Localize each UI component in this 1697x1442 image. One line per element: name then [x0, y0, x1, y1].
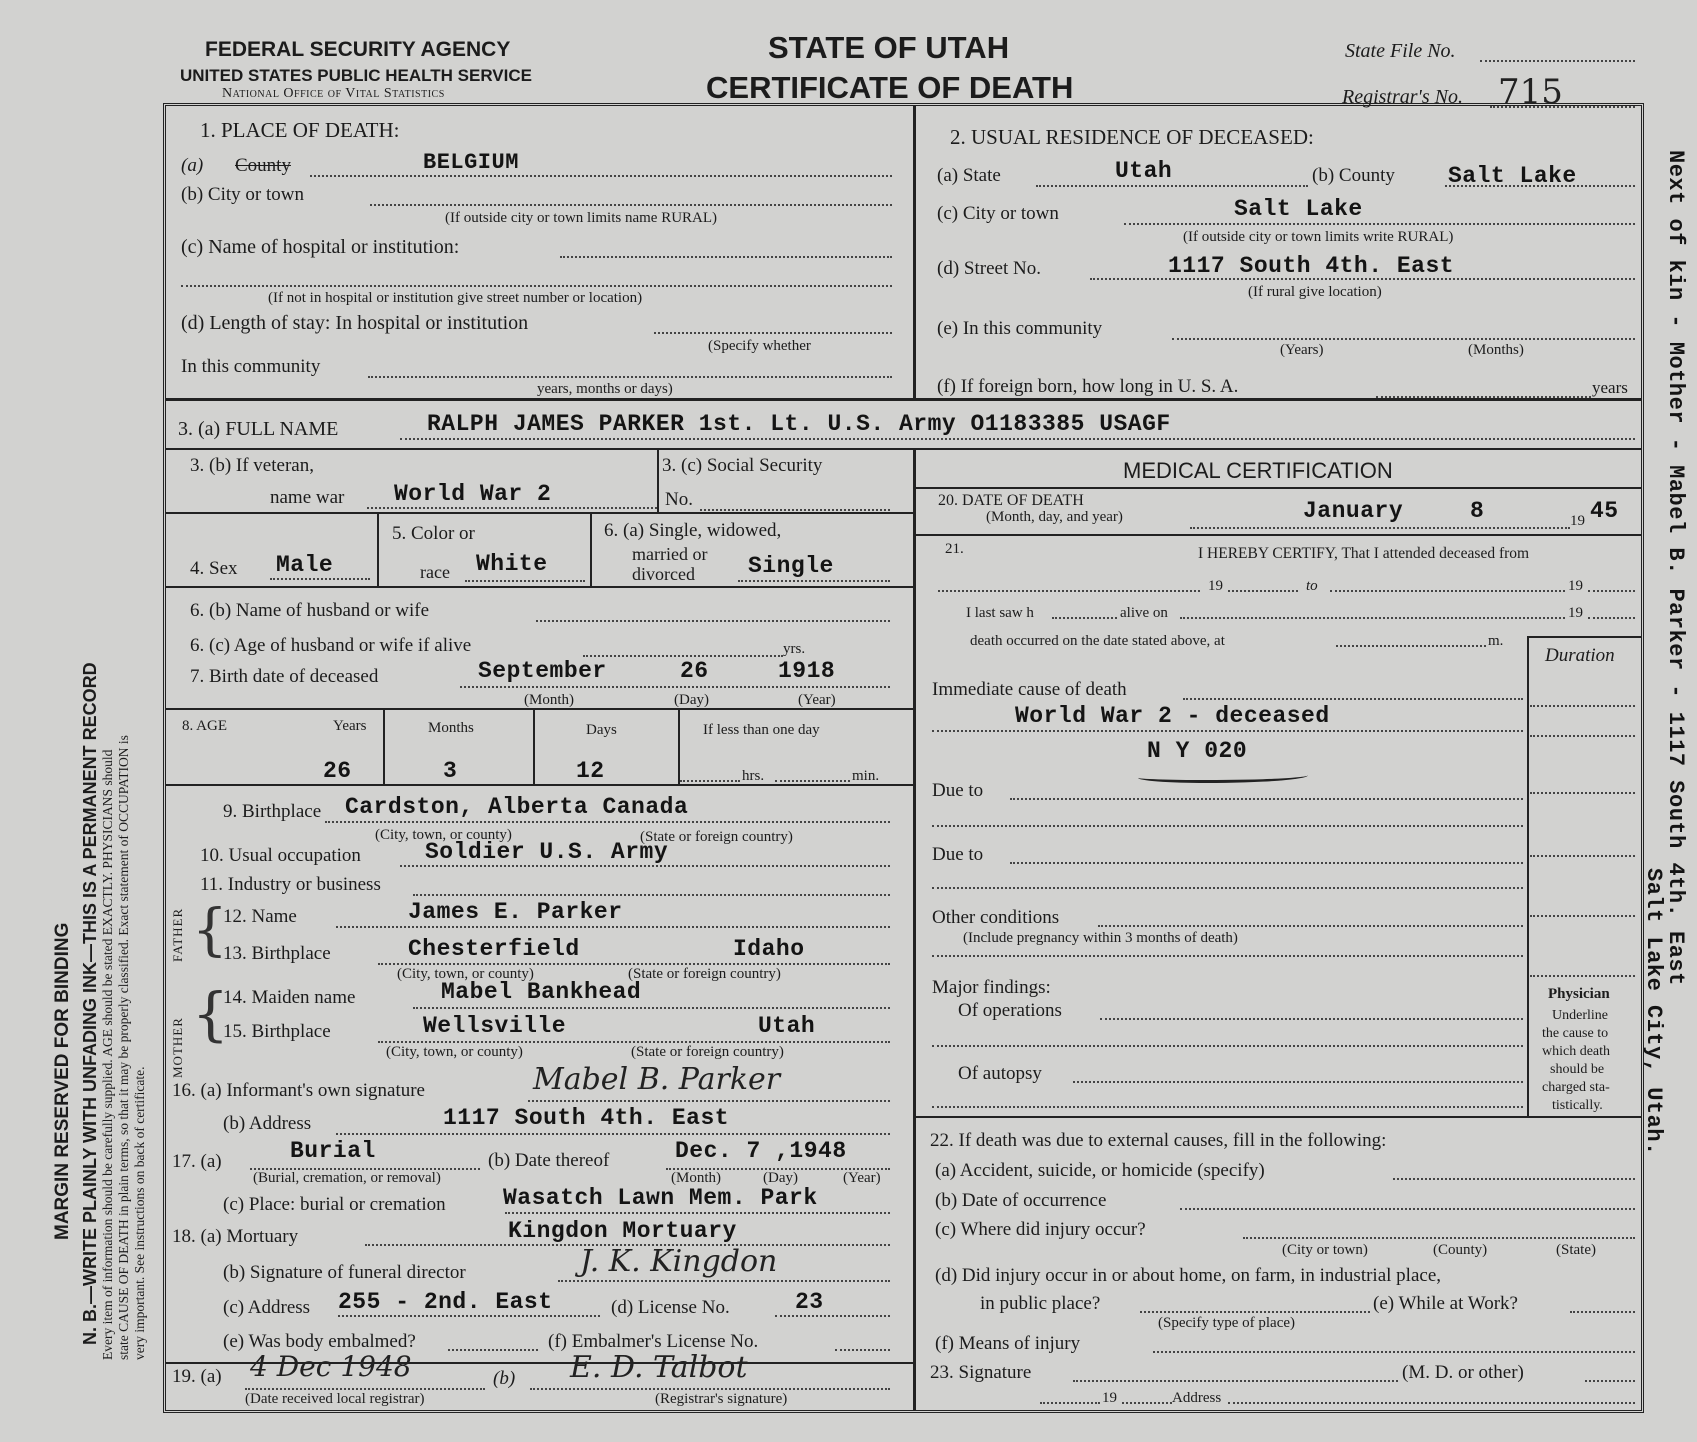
external-d-label-2: in public place? — [980, 1293, 1101, 1314]
registrar-date-hint: (Date received local registrar) — [245, 1391, 425, 1407]
physician-note-6: tistically. — [1552, 1098, 1603, 1113]
external-b-label: (b) Date of occurrence — [935, 1190, 1107, 1211]
birth-year-hint: (Year) — [798, 692, 836, 708]
birthplace-label: 9. Birthplace — [223, 801, 322, 822]
burial-place-label: (c) Place: burial or cremation — [223, 1194, 446, 1215]
certify-text: I HEREBY CERTIFY, That I attended deceased from — [1198, 545, 1530, 562]
agency-office: National Office of Vital Statistics — [222, 86, 445, 101]
length-of-stay-label: (d) Length of stay: In hospital or institution — [181, 312, 529, 334]
mother-name-value: Mabel Bankhead — [441, 979, 642, 1005]
age-days-value: 12 — [576, 758, 605, 784]
birth-month-hint: (Month) — [524, 692, 574, 708]
alive-on-label: alive on — [1120, 605, 1168, 621]
death-occurred-label: death occurred on the date stated above, at — [970, 633, 1225, 649]
next-of-kin-city: Salt Lake City, Utah. — [1641, 868, 1666, 1156]
informant-address-value: 1117 South 4th. East — [443, 1105, 730, 1131]
race-label: race — [420, 562, 450, 582]
city-label: (b) City or town — [181, 184, 304, 205]
agency-service: UNITED STATES PUBLIC HEALTH SERVICE — [180, 66, 532, 85]
res-years-hint: (Years) — [1280, 342, 1324, 358]
spouse-label: 6. (b) Name of husband or wife — [190, 600, 430, 621]
spouse-age-label: 6. (c) Age of husband or wife if alive — [190, 635, 472, 656]
res-state-label: (a) State — [937, 165, 1001, 186]
informant-signature: Mabel B. Parker — [533, 1062, 781, 1097]
embalmed-label: (e) Was body embalmed? — [223, 1331, 416, 1352]
mortuary-label: 18. (a) Mortuary — [172, 1226, 299, 1247]
mother-birthplace-label: 15. Birthplace — [223, 1021, 331, 1042]
res-street-value: 1117 South 4th. East — [1168, 253, 1455, 279]
registrar-b-marker: (b) — [493, 1368, 516, 1389]
full-name-value: RALPH JAMES PARKER 1st. Lt. U.S. Army O1183385 USAGF — [427, 411, 1171, 437]
less-than-day-label: If less than one day — [703, 722, 820, 738]
father-birth-state: Idaho — [733, 936, 805, 962]
sex-value: Male — [276, 552, 334, 578]
veteran-war-value: World War 2 — [394, 481, 552, 507]
external-e-label: (e) While at Work? — [1373, 1293, 1518, 1314]
registrar-date: 4 Dec 1948 — [250, 1350, 412, 1383]
burial-place-value: Wasatch Lawn Mem. Park — [503, 1185, 818, 1211]
external-c-state-hint: (State) — [1556, 1242, 1596, 1258]
burial-value: Burial — [290, 1138, 376, 1164]
father-birthplace-label: 13. Birthplace — [223, 943, 331, 964]
margin-instructions-3: very important. See instructions on back of certificate. — [132, 1066, 147, 1360]
hrs-label: hrs. — [742, 768, 765, 784]
county-value: BELGIUM — [423, 150, 519, 175]
birthplace-state-hint: (State or foreign country) — [640, 829, 793, 845]
margin-ink-note: N. B.—WRITE PLAINLY WITH UNFADING INK—THIS IS A PERMANENT RECORD — [80, 662, 100, 1345]
burial-date-label: (b) Date thereof — [488, 1150, 610, 1171]
alive-19: 19 — [1568, 605, 1583, 621]
res-city-value: Salt Lake — [1234, 196, 1363, 222]
birth-month: September — [478, 658, 607, 684]
signature-19: 19 — [1102, 1390, 1117, 1406]
due-to-label-1: Due to — [932, 780, 984, 801]
race-value: White — [476, 551, 548, 577]
foreign-born-unit: years — [1592, 378, 1628, 397]
marital-value: Single — [748, 553, 834, 579]
burial-day-hint: (Day) — [763, 1170, 798, 1186]
age-days-label: Days — [586, 722, 617, 738]
hospital-hint: (If not in hospital or institution give street number or location) — [268, 290, 643, 306]
death-month: January — [1303, 498, 1404, 524]
certificate-title: CERTIFICATE OF DEATH — [706, 70, 1074, 105]
physician-note-1: Underline — [1552, 1008, 1608, 1023]
burial-date-value: Dec. 7 ,1948 — [675, 1138, 847, 1164]
signature-address-label: Address — [1172, 1390, 1222, 1406]
birth-date-label: 7. Birth date of deceased — [190, 666, 379, 687]
res-street-hint: (If rural give location) — [1248, 284, 1382, 300]
external-d-hint: (Specify type of place) — [1158, 1315, 1296, 1331]
external-c-city-hint: (City or town) — [1282, 1242, 1368, 1258]
foreign-born-label: (f) If foreign born, how long in U. S. A. — [937, 376, 1239, 397]
industry-label: 11. Industry or business — [200, 874, 381, 895]
full-name-label: 3. (a) FULL NAME — [178, 418, 339, 440]
marital-label-3: divorced — [632, 564, 695, 584]
burial-month-hint: (Month) — [671, 1170, 721, 1186]
father-side-label: FATHER — [170, 907, 185, 962]
marital-label: 6. (a) Single, widowed, — [604, 520, 782, 541]
res-city-hint: (If outside city or town limits write RURAL) — [1183, 229, 1454, 245]
major-findings-label: Major findings: — [932, 977, 1051, 998]
veteran-label: 3. (b) If veteran, — [190, 455, 314, 476]
res-county-label: (b) County — [1312, 165, 1395, 186]
due-to-label-2: Due to — [932, 844, 984, 865]
age-years-value: 26 — [323, 758, 352, 784]
burial-marker: 17. (a) — [172, 1151, 222, 1172]
father-name-label: 12. Name — [223, 906, 297, 927]
birth-day-hint: (Day) — [674, 692, 709, 708]
birth-year: 1918 — [778, 658, 836, 684]
autopsy-label: Of autopsy — [958, 1063, 1042, 1084]
margin-instructions-1: Every item of information should be carefully supplied. AGE should be stated EXACTLY. PHYSICIANS should — [100, 749, 115, 1360]
signature-suffix: (M. D. or other) — [1402, 1362, 1524, 1383]
certify-to: to — [1306, 578, 1318, 594]
external-d-label: (d) Did injury occur in or about home, on farm, in industrial place, — [935, 1265, 1442, 1286]
operations-label: Of operations — [958, 1000, 1062, 1021]
physician-note-3: which death — [1542, 1044, 1611, 1059]
margin-instructions-2: state CAUSE OF DEATH in plain terms, so that it may be properly classified. Exact statement of OCCUPATION is — [116, 735, 131, 1360]
embalmer-license-label: (f) Embalmer's License No. — [548, 1331, 759, 1352]
death-day: 8 — [1470, 498, 1485, 524]
physician-note-5: charged sta- — [1542, 1080, 1610, 1095]
other-conditions-hint: (Include pregnancy within 3 months of death) — [963, 930, 1238, 946]
certify-19-b: 19 — [1568, 578, 1583, 594]
margin-binding-note: MARGIN RESERVED FOR BINDING — [52, 922, 73, 1240]
registrar-sig-hint: (Registrar's signature) — [655, 1391, 788, 1407]
birth-day: 26 — [680, 658, 709, 684]
res-street-label: (d) Street No. — [937, 258, 1041, 279]
physician-note-2: the cause to — [1542, 1026, 1609, 1041]
marital-label-2: married or — [632, 544, 708, 564]
res-state-value: Utah — [1115, 158, 1173, 184]
registrar-number: 715 — [1498, 72, 1563, 112]
occupation-label: 10. Usual occupation — [200, 845, 361, 866]
certificate-page: MARGIN RESERVED FOR BINDING N. B.—WRITE PLAINLY WITH UNFADING INK—THIS IS A PERMANENT RECORD Every item of information should be carefully supplied. AGE should be stated EXACTLY. PHYSICIANS should state CAUSE OF DEATH in plain terms, so that it may be properly classified. Exact statement of OCCUPATION is very important. See instructions on back of certificate. Next of kin - Mother - Mabel B. Parker - 1117 South 4th. East Salt Lake City, Utah. FEDERAL SECURITY AGENCY UNITED STATES PUBLIC HEALTH SERVICE National Office of Vital Statistics STATE OF UTAH CERTIFICATE OF DEATH State File No. Registrar's No. 715 1. PLACE OF DEATH: (a) County BELGIUM (b) City or town (If outside city or town limits name RURAL) (c) Name of hospital or institution: (If not in hospital or institution give street number or location) (d) Length of stay: In hospital or institution (Specify whether In this community years, months or days) 2. USUAL RESIDENCE OF DECEASED: (a) State Utah (b) County Salt Lake (c) City or town Salt Lake (If outside city or town limits write RURAL) (d) Street No. 1117 South 4th. East (If rural give location) (e) In this community (Years) (Months) (f) If foreign born, how long in U. S. A. years 3. (a) FULL NAME RALPH JAMES PARKER 1st. Lt. U.S. Army O1183385 USAGF 3. (b) If veteran, name war World War 2 3. (c) Social Security No. 4. Sex Male 5. Color or race White 6. (a) Single, widowed, married or divorced Single 6. (b) Name of husband or wife 6. (c) Age of husband or wife if alive yrs. 7. Birth date of deceased September 26 1918 (Month) (Day) (Year) 8. AGE Years Months Days If less than one day 26 3 12 hrs. min. 9. Birthplace Cardston, Alberta Canada (City, town, or county) (State or foreign country) 10. Usual occupation Soldier U.S. Army 11. Industry or business FATHER MOTHER { { 12. Name James E. Parker 13. Birthplace Chesterfield Idaho (City, town, or county) (State or foreign country) 14. Maiden name Mabel Bankhead 15. Birthplace Wellsville Utah (City, town, or county) (State or foreign country) 16. (a) Informant's own signature Mabel B. Parker (b) Address 1117 South 4th. East 17. (a) Burial (Burial, cremation, or removal) (b) Date thereof Dec. 7 ,1948 (Month) (Day) (Year) (c) Place: burial or cremation Wasatch Lawn Mem. Park 18. (a) Mortuary Kingdon Mortuary (b) Signature of funeral director J. K. Kingdon (c) Address 255 - 2nd. East (d) License No. 23 (e) Was body embalmed? (f) Embalmer's License No. 19. (a) 4 Dec 1948 (b) E. D. Talbot (Date received local registrar) (Registrar's signature) MEDICAL CERTIFICATION 20. DATE OF DEATH (Month, day, and year) January 8 19 45 21. I HEREBY CERTIFY, That I attended deceased from 19 to 19 I last saw h alive on 19 death occurred on the date stated above, at m. Duration Physician Underline the cause to which death should be charged sta- tistically. Immediate cause of death World War 2 - deceased N Y 020 Due to Due to Other conditions (Include pregnancy within 3 months of death) Major findings: Of operations Of autopsy 22. If death was due to external causes, fill in the following: (a) Accident, suicide, or homicide (specify) (b) Date of occurrence (c) Where did injury occur? (City or town) (County) (State) (d) Did injury occur in or about home, on farm, in industrial place, in public place? (e) While at Work? (Specify type of place) (f) Means of injury 23. Signature (M. D. or other) 19 Address — [0, 0, 1697, 1442]
age-years-label: Years — [333, 718, 367, 734]
mother-name-label: 14. Maiden name — [223, 987, 356, 1008]
death-m-label: m. — [1488, 633, 1504, 649]
state-title: STATE OF UTAH — [768, 30, 1010, 65]
mortuary-value: Kingdon Mortuary — [508, 1218, 737, 1244]
burial-hint: (Burial, cremation, or removal) — [253, 1170, 441, 1186]
community-label: In this community — [181, 356, 321, 377]
registrar-marker: 19. (a) — [172, 1366, 222, 1387]
place-of-death-heading: 1. PLACE OF DEATH: — [200, 118, 400, 142]
length-hint-1: (Specify whether — [708, 338, 811, 354]
mother-birth-city: Wellsville — [423, 1013, 567, 1039]
registrar-signature: E. D. Talbot — [570, 1350, 748, 1385]
color-label: 5. Color or — [392, 523, 475, 544]
res-county-value: Salt Lake — [1448, 163, 1577, 189]
social-security-label: 3. (c) Social Security — [662, 455, 823, 476]
mortuary-address-label: (c) Address — [223, 1297, 311, 1318]
residence-heading: 2. USUAL RESIDENCE OF DECEASED: — [950, 125, 1314, 149]
min-label: min. — [852, 768, 880, 784]
veteran-war-label: name war — [270, 487, 345, 508]
death-year: 45 — [1590, 498, 1619, 524]
external-c-county-hint: (County) — [1433, 1242, 1488, 1258]
res-city-label: (c) City or town — [937, 203, 1059, 224]
next-of-kin-note: Next of kin - Mother - Mabel B. Parker - 1117 South 4th. East — [1663, 150, 1688, 986]
father-birth-city: Chesterfield — [408, 936, 580, 962]
hospital-label: (c) Name of hospital or institution: — [181, 236, 460, 258]
age-label: 8. AGE — [182, 718, 227, 734]
death-date-label: 20. DATE OF DEATH — [938, 492, 1084, 509]
sex-label: 4. Sex — [190, 558, 238, 579]
last-saw-label: I last saw h — [966, 605, 1034, 621]
external-f-label: (f) Means of injury — [935, 1333, 1081, 1354]
death-year-prefix: 19 — [1570, 513, 1585, 529]
father-state-hint: (State or foreign country) — [628, 966, 781, 982]
mortuary-address-value: 255 - 2nd. East — [338, 1289, 553, 1315]
spouse-age-unit: yrs. — [783, 641, 806, 657]
external-causes-heading: 22. If death was due to external causes, fill in the following: — [930, 1130, 1387, 1151]
cause-code: N Y 020 — [1147, 738, 1248, 764]
license-label: (d) License No. — [611, 1297, 730, 1318]
city-hint: (If outside city or town limits name RURAL) — [445, 210, 718, 226]
duration-label: Duration — [1545, 645, 1615, 666]
medical-heading: MEDICAL CERTIFICATION — [1123, 458, 1393, 483]
mother-birth-state: Utah — [758, 1013, 816, 1039]
mother-side-label: MOTHER — [170, 1017, 185, 1078]
other-conditions-label: Other conditions — [932, 907, 1060, 928]
res-community-label: (e) In this community — [937, 318, 1103, 339]
external-c-label: (c) Where did injury occur? — [935, 1219, 1146, 1240]
immediate-cause-label: Immediate cause of death — [932, 679, 1127, 700]
father-city-hint: (City, town, or county) — [397, 966, 534, 982]
age-months-value: 3 — [443, 758, 458, 784]
mother-state-hint: (State or foreign country) — [631, 1044, 784, 1060]
registrar-label: Registrar's No. — [1342, 86, 1463, 108]
death-date-hint: (Month, day, and year) — [986, 509, 1123, 525]
certify-19-a: 19 — [1208, 578, 1223, 594]
informant-address-label: (b) Address — [223, 1113, 312, 1134]
informant-label: 16. (a) Informant's own signature — [172, 1080, 425, 1101]
signature-label: 23. Signature — [930, 1362, 1032, 1383]
state-file-label: State File No. — [1345, 40, 1456, 62]
county-marker: (a) — [181, 155, 204, 176]
external-a-label: (a) Accident, suicide, or homicide (specify) — [935, 1160, 1265, 1181]
funeral-director-label: (b) Signature of funeral director — [223, 1262, 466, 1283]
certify-number: 21. — [945, 541, 964, 557]
mother-city-hint: (City, town, or county) — [386, 1044, 523, 1060]
physician-note-title: Physician — [1548, 986, 1610, 1002]
license-value: 23 — [795, 1289, 824, 1315]
age-months-label: Months — [428, 720, 474, 736]
birthplace-value: Cardston, Alberta Canada — [345, 794, 689, 820]
immediate-cause-value: World War 2 - deceased — [1015, 703, 1330, 729]
occupation-value: Soldier U.S. Army — [425, 839, 669, 865]
length-hint-2: years, months or days) — [537, 381, 673, 397]
birthplace-city-hint: (City, town, or county) — [375, 827, 512, 843]
agency-name: FEDERAL SECURITY AGENCY — [205, 38, 511, 61]
father-name-value: James E. Parker — [408, 899, 623, 925]
res-months-hint: (Months) — [1468, 342, 1524, 358]
funeral-director-signature: J. K. Kingdon — [580, 1244, 778, 1279]
social-security-no-label: No. — [665, 489, 693, 510]
county-label: County — [235, 155, 291, 176]
burial-year-hint: (Year) — [843, 1170, 881, 1186]
physician-note-4: should be — [1550, 1062, 1605, 1077]
